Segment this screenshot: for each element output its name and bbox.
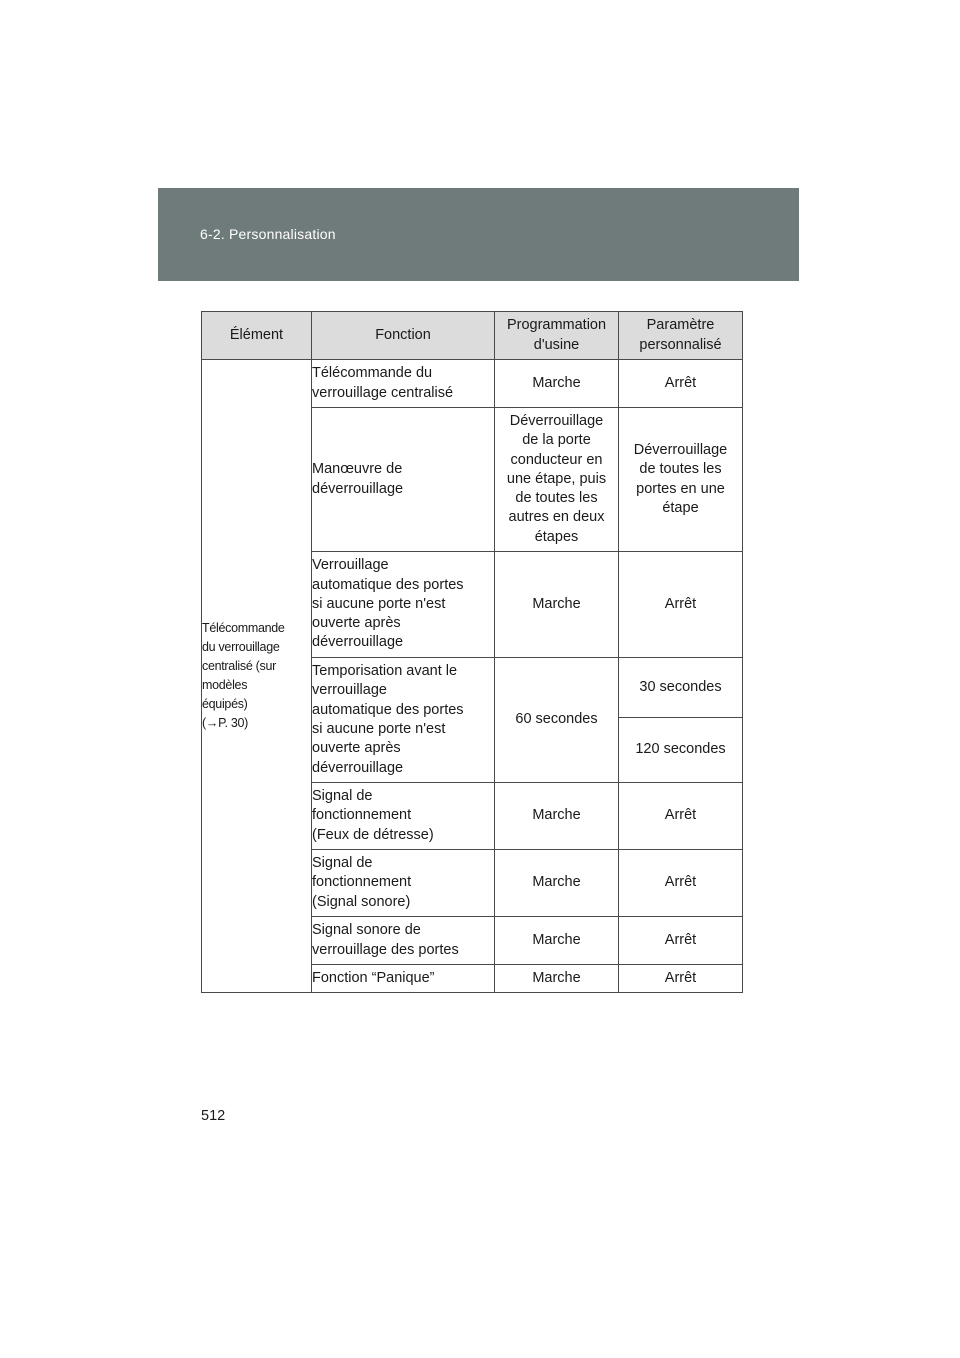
fonction-cell: Signal sonore de verrouillage des portes xyxy=(312,917,495,965)
page-number: 512 xyxy=(201,1108,226,1124)
fonction-cell: Signal de fonctionnement (Signal sonore) xyxy=(312,850,495,917)
fonction-cell: Signal de fonctionnement (Feux de détresse) xyxy=(312,783,495,850)
custom-cell: Arrêt xyxy=(619,360,743,408)
header-custom-setting: Paramètre personnalisé xyxy=(619,312,743,360)
custom-cell: Déverrouillage de toutes les portes en une étape xyxy=(619,408,743,552)
header-fonction: Fonction xyxy=(312,312,495,360)
custom-cell: Arrêt xyxy=(619,552,743,658)
custom-cell: Arrêt xyxy=(619,917,743,965)
custom-cell: 120 secondes xyxy=(619,718,743,783)
fonction-cell: Fonction “Panique” xyxy=(312,965,495,993)
factory-cell: Marche xyxy=(495,965,619,993)
custom-cell: Arrêt xyxy=(619,965,743,993)
fonction-cell: Manœuvre de déverrouillage xyxy=(312,408,495,552)
header-factory-setting: Programmation d'usine xyxy=(495,312,619,360)
factory-cell: Marche xyxy=(495,850,619,917)
custom-cell: Arrêt xyxy=(619,783,743,850)
fonction-cell: Verrouillage automatique des portes si aucune porte n'est ouverte après déverrouillage xyxy=(312,552,495,658)
factory-cell: Marche xyxy=(495,360,619,408)
fonction-cell: Temporisation avant le verrouillage automatique des portes si aucune porte n'est ouverte après déverrouillage xyxy=(312,658,495,783)
section-header-band xyxy=(158,188,799,281)
customization-table xyxy=(201,311,743,993)
factory-cell: Marche xyxy=(495,783,619,850)
element-cell: Télécommande du verrouillage centralisé (sur modèles équipés) (→P. 30) xyxy=(202,360,312,993)
factory-cell: 60 secondes xyxy=(495,658,619,783)
fonction-cell: Télécommande du verrouillage centralisé xyxy=(312,360,495,408)
factory-cell: Déverrouillage de la porte conducteur en une étape, puis de toutes les autres en deux étapes xyxy=(495,408,619,552)
header-element: Élément xyxy=(202,312,312,360)
factory-cell: Marche xyxy=(495,552,619,658)
table-row xyxy=(202,360,743,408)
factory-cell: Marche xyxy=(495,917,619,965)
section-title: 6-2. Personnalisation xyxy=(200,226,336,242)
custom-cell: 30 secondes xyxy=(619,658,743,718)
custom-cell: Arrêt xyxy=(619,850,743,917)
table-header-row xyxy=(202,312,743,360)
